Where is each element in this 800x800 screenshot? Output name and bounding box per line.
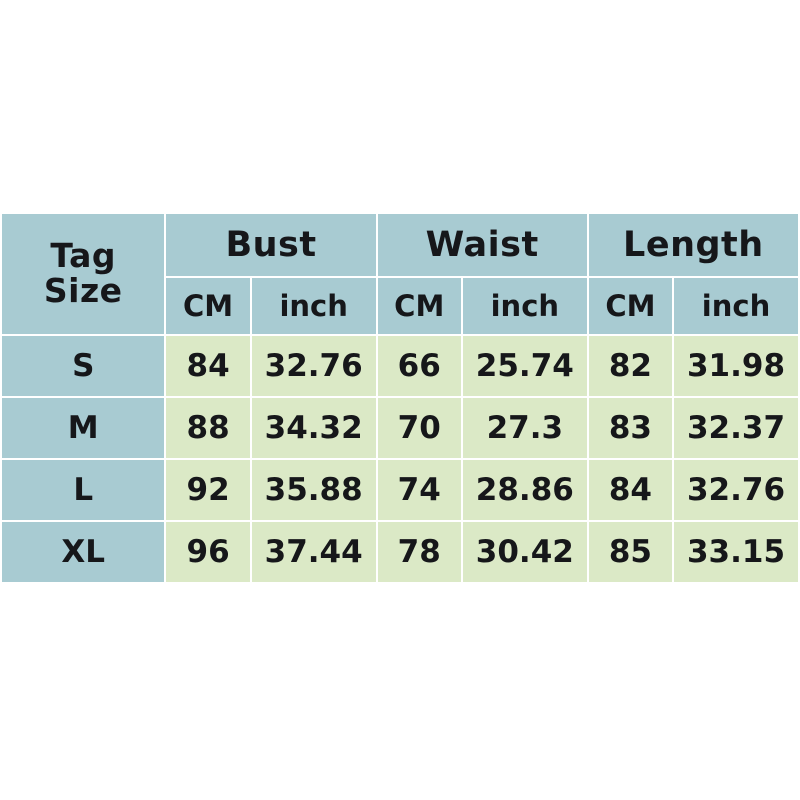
table-row [1,459,799,521]
unit-header-waist-cm: CM [377,277,462,335]
group-header-bust: Bust [165,213,376,277]
size-chart-table [0,212,800,584]
tag-size-header [1,213,165,335]
cell-waist-inch: 30.42 [462,521,588,583]
row-size-label: M [1,397,165,459]
cell-bust-inch: 37.44 [251,521,377,583]
cell-bust-cm: 92 [165,459,250,521]
unit-header-bust-cm: CM [165,277,250,335]
cell-length-inch: 33.15 [673,521,799,583]
cell-bust-inch: 32.76 [251,335,377,397]
unit-header-length-cm: CM [588,277,673,335]
row-size-label: S [1,335,165,397]
cell-length-cm: 84 [588,459,673,521]
cell-length-cm: 85 [588,521,673,583]
cell-bust-inch: 34.32 [251,397,377,459]
cell-waist-cm: 74 [377,459,462,521]
row-size-label: XL [1,521,165,583]
cell-waist-inch: 28.86 [462,459,588,521]
cell-waist-cm: 78 [377,521,462,583]
unit-header-bust-inch: inch [251,277,377,335]
tag-size-label-line1: Tag [50,236,117,276]
cell-length-inch: 32.76 [673,459,799,521]
tag-size-label-line2: Size [43,271,123,310]
table-header-row-groups [1,213,799,277]
unit-header-waist-inch: inch [462,277,588,335]
unit-header-length-inch: inch [673,277,799,335]
cell-bust-cm: 88 [165,397,250,459]
group-header-waist: Waist [377,213,588,277]
cell-bust-cm: 96 [165,521,250,583]
cell-bust-inch: 35.88 [251,459,377,521]
cell-length-cm: 82 [588,335,673,397]
cell-waist-inch: 27.3 [462,397,588,459]
table-row [1,335,799,397]
size-chart-container [0,212,800,584]
cell-length-inch: 32.37 [673,397,799,459]
cell-waist-cm: 66 [377,335,462,397]
table-row [1,521,799,583]
cell-length-cm: 83 [588,397,673,459]
cell-bust-cm: 84 [165,335,250,397]
cell-waist-cm: 70 [377,397,462,459]
cell-waist-inch: 25.74 [462,335,588,397]
row-size-label: L [1,459,165,521]
table-row [1,397,799,459]
cell-length-inch: 31.98 [673,335,799,397]
group-header-length: Length [588,213,799,277]
